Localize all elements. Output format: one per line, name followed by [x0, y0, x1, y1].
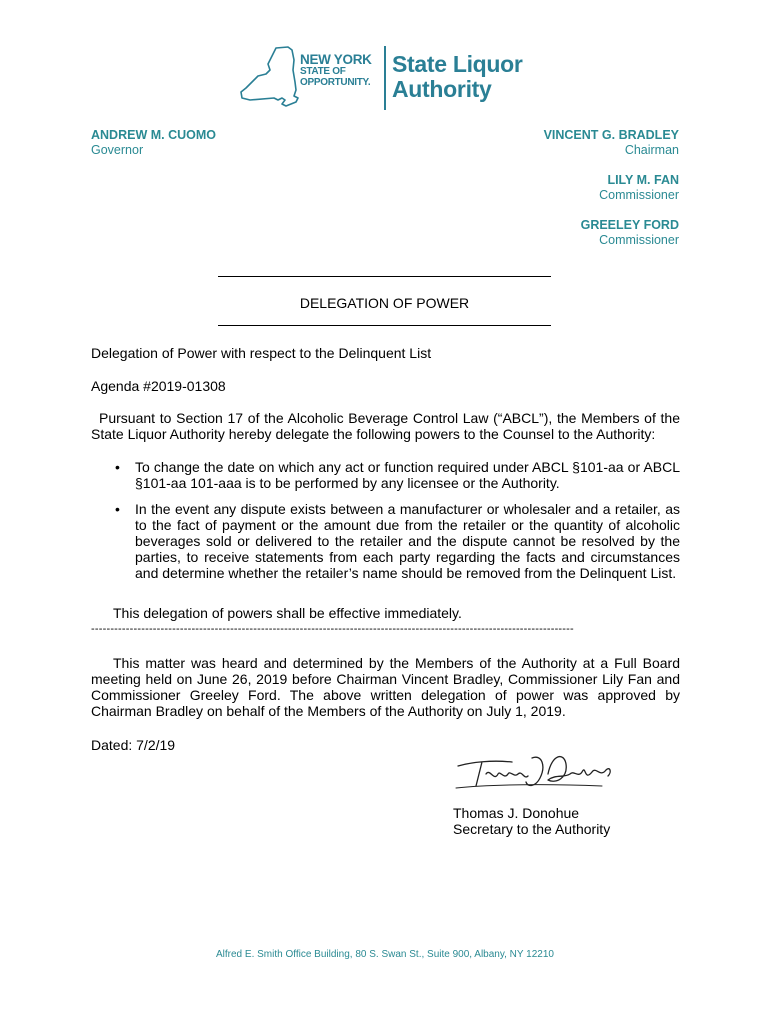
list-item-text: In the event any dispute exists between a manufacturer or wholesaler and a retailer, as to the fact of payment or the amount due from the retailer or the quantity of alcoholic beverages sold or delivered to the retailer and the dispute cannot be resolved by the parties, to receive statements from each party regarding the facts and circumstances and determine whether the retailer’s name should be removed from the Delinquent List.	[135, 501, 680, 581]
list-item	[91, 459, 680, 491]
subject-line: Delegation of Power with respect to the Delinquent List	[91, 345, 432, 361]
heading-rule-top	[218, 276, 551, 277]
list-item	[91, 501, 680, 581]
delegated-powers-list	[91, 459, 680, 591]
commissioner-block	[581, 218, 679, 248]
determination-paragraph: This matter was heard and determined by the Members of the Authority at a Full Board meeting held on June 26, 2019 before Chairman Vincent Bradley, Commissioner Lily Fan and Commissioner Greeley Ford. The above written delegation of power was approved by Chairman Bradley on behalf of the Members of the Authority on July 1, 2019.	[91, 655, 680, 719]
official-title: Commissioner	[599, 233, 679, 247]
logo-agency-line2: Authority	[392, 76, 492, 102]
heading-rule-bottom	[218, 325, 551, 326]
logo-ny-line2: STATE OF	[300, 66, 346, 77]
logo-divider	[384, 46, 386, 110]
official-name: LILY M. FAN	[607, 173, 679, 187]
official-name: ANDREW M. CUOMO	[91, 128, 216, 142]
official-title: Chairman	[624, 143, 679, 157]
signatory-title: Secretary to the Authority	[453, 821, 611, 837]
dashed-separator: -----------------------------------------------------------------------------------------------------------------------------	[91, 623, 574, 635]
logo-ny-line1: NEW YORK	[300, 52, 372, 67]
agency-wordmark	[392, 52, 523, 102]
agenda-number: Agenda #2019-01308	[91, 378, 226, 394]
chairman-block	[544, 128, 679, 158]
governor-block	[91, 128, 216, 158]
footer-address: Alfred E. Smith Office Building, 80 S. Swan St., Suite 900, Albany, NY 12210	[216, 949, 554, 960]
bullet-icon: •	[115, 501, 120, 517]
official-name: GREELEY FORD	[580, 218, 679, 232]
new-york-state-outline-icon	[238, 46, 300, 112]
official-title: Governor	[91, 143, 144, 157]
logo-agency-line1: State Liquor	[392, 51, 523, 77]
dated-line: Dated: 7/2/19	[91, 737, 176, 753]
effective-statement: This delegation of powers shall be effective immediately.	[113, 605, 462, 621]
logo-ny-line3: OPPORTUNITY.	[300, 77, 371, 88]
new-york-wordmark	[300, 53, 372, 88]
agency-logo	[238, 42, 528, 114]
signatory-block	[453, 805, 610, 837]
document-heading: DELEGATION OF POWER	[299, 295, 470, 311]
commissioner-block	[599, 173, 679, 203]
list-item-text: To change the date on which any act or function required under ABCL §101-aa or ABCL §101-aa 101-aaa is to be performed by any licensee or the Authority.	[135, 459, 680, 491]
signatory-name: Thomas J. Donohue	[453, 805, 580, 821]
official-name: VINCENT G. BRADLEY	[543, 128, 679, 142]
intro-paragraph: Pursuant to Section 17 of the Alcoholic Beverage Control Law (“ABCL”), the Members of the State Liquor Authority hereby delegate the following powers to the Counsel to the Authority:	[91, 410, 680, 442]
official-title: Commissioner	[599, 188, 679, 202]
handwritten-signature	[452, 748, 617, 792]
bullet-icon: •	[115, 459, 120, 475]
